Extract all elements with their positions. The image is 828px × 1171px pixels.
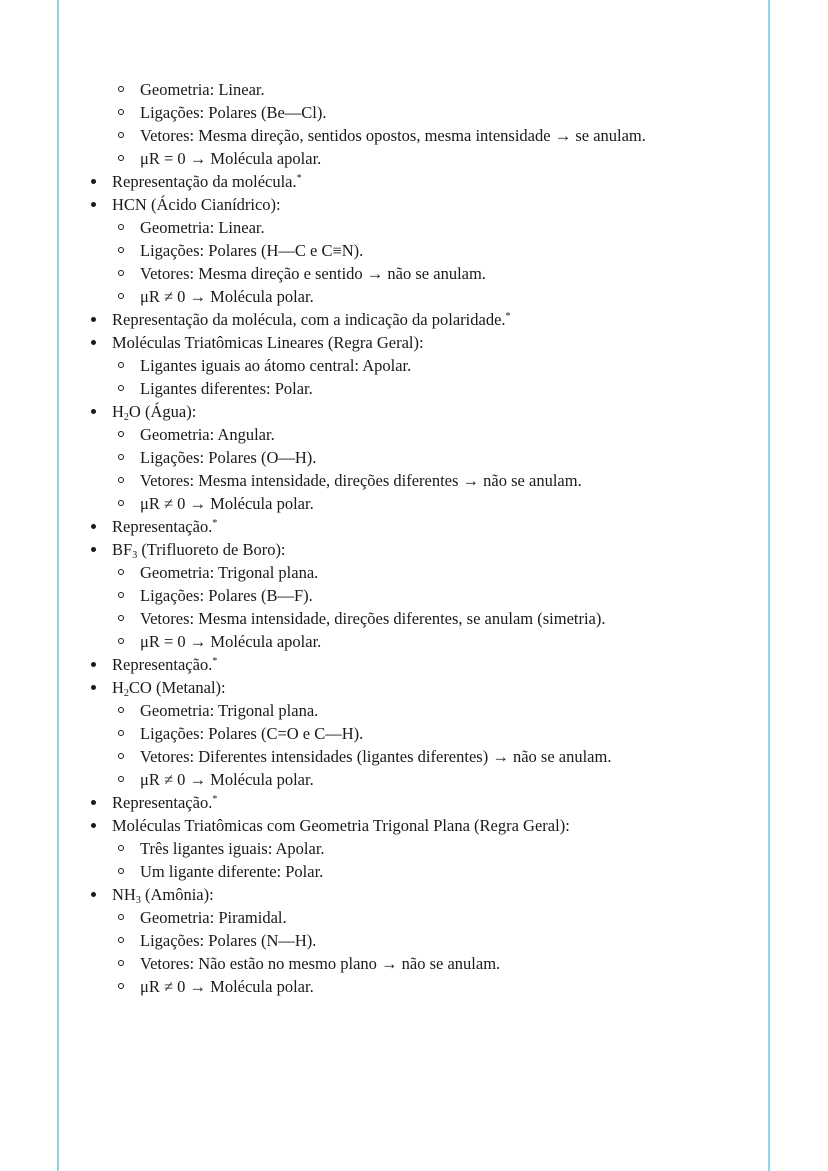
list-item [0,883,828,906]
sub-list-item [0,101,828,124]
bullet-circle-icon [118,155,124,161]
item-text: Ligantes iguais ao átomo central: Apolar. [140,356,412,375]
item-text: Vetores: Mesma direção e sentido → não se anulam. [140,264,486,283]
formula-subscript: 2 [123,688,129,699]
item-text: Geometria: Linear. [140,80,265,99]
bullet-circle-icon [118,638,124,644]
sub-list-item [0,561,828,584]
bullet-circle-icon [118,362,124,368]
item-text: Ligações: Polares (N—H). [140,931,317,950]
sub-list-item [0,78,828,101]
item-text: μR = 0 → Molécula apolar. [140,632,322,651]
sub-list-item [0,377,828,400]
item-text: Geometria: Piramidal. [140,908,287,927]
sub-list-item [0,952,828,975]
item-text: Geometria: Angular. [140,425,275,444]
item-text: Geometria: Trigonal plana. [140,701,319,720]
sub-list-item [0,124,828,147]
sub-list-item [0,745,828,768]
item-text: Três ligantes iguais: Apolar. [140,839,325,858]
item-text: Geometria: Trigonal plana. [140,563,319,582]
list-item [0,538,828,561]
bullet-circle-icon [118,569,124,575]
bullet-circle-icon [118,776,124,782]
sub-list-item [0,837,828,860]
bullet-disc-icon [91,823,96,828]
item-text: Ligantes diferentes: Polar. [140,379,313,398]
bullet-circle-icon [118,914,124,920]
bullet-circle-icon [118,937,124,943]
list-item [0,400,828,423]
sub-list-item [0,354,828,377]
item-text: Vetores: Mesma direção, sentidos opostos, mesma intensidade → se anulam. [140,126,646,145]
footnote-marker: * [212,794,218,805]
item-text: μR = 0 → Molécula apolar. [140,149,322,168]
item-text: Representação. [112,517,213,536]
item-text: μR ≠ 0 → Molécula polar. [140,494,314,513]
item-text: μR ≠ 0 → Molécula polar. [140,977,314,996]
formula-prefix: H [112,678,124,697]
item-text: Ligações: Polares (B—F). [140,586,313,605]
sub-list-item [0,469,828,492]
sub-list-item [0,423,828,446]
item-text: Geometria: Linear. [140,218,265,237]
item-text: Ligações: Polares (C=O e C—H). [140,724,364,743]
sub-list-item [0,929,828,952]
item-text: Moléculas Triatômicas Lineares (Regra Geral): [112,333,424,352]
item-text: Representação da molécula, com a indicação da polaridade. [112,310,506,329]
list-item [0,791,828,814]
bullet-disc-icon [91,317,96,322]
item-text: μR ≠ 0 → Molécula polar. [140,770,314,789]
bullet-disc-icon [91,524,96,529]
sub-list-item [0,262,828,285]
bullet-list [0,78,828,998]
footnote-marker: * [296,173,302,184]
bullet-circle-icon [118,845,124,851]
sub-list-item [0,446,828,469]
sub-list-item [0,975,828,998]
list-item [0,308,828,331]
formula-subscript: 2 [123,412,129,423]
formula-subscript: 3 [135,895,141,906]
bullet-circle-icon [118,431,124,437]
item-text: Vetores: Não estão no mesmo plano → não se anulam. [140,954,501,973]
bullet-circle-icon [118,247,124,253]
bullet-disc-icon [91,340,96,345]
bullet-circle-icon [118,960,124,966]
sub-list-item [0,630,828,653]
bullet-circle-icon [118,454,124,460]
sub-list-item [0,699,828,722]
bullet-circle-icon [118,224,124,230]
sub-list-item [0,216,828,239]
footnote-marker: * [212,518,218,529]
formula-prefix: H [112,402,124,421]
item-text: Representação. [112,655,213,674]
sub-list-item [0,239,828,262]
sub-list-item [0,768,828,791]
footnote-marker: * [505,311,511,322]
sub-list-item [0,860,828,883]
sub-list-item [0,584,828,607]
list-item [0,193,828,216]
item-text: Ligações: Polares (H—C e C≡N). [140,241,364,260]
sub-list-item [0,722,828,745]
bullet-circle-icon [118,293,124,299]
item-text: Vetores: Mesma intensidade, direções diferentes → não se anulam. [140,471,582,490]
item-text: Representação da molécula. [112,172,297,191]
bullet-circle-icon [118,385,124,391]
sub-list-item [0,147,828,170]
bullet-circle-icon [118,500,124,506]
item-text: HCN (Ácido Cianídrico): [112,195,281,214]
bullet-disc-icon [91,409,96,414]
item-text: μR ≠ 0 → Molécula polar. [140,287,314,306]
item-text: Representação. [112,793,213,812]
formula-prefix: NH [112,885,136,904]
bullet-disc-icon [91,662,96,667]
sub-list-item [0,607,828,630]
item-text: Vetores: Diferentes intensidades (ligantes diferentes) → não se anulam. [140,747,612,766]
item-text: Um ligante diferente: Polar. [140,862,324,881]
bullet-circle-icon [118,707,124,713]
formula-suffix: O (Água): [128,402,197,421]
bullet-disc-icon [91,892,96,897]
item-text: Vetores: Mesma intensidade, direções diferentes, se anulam (simetria). [140,609,606,628]
item-text: Moléculas Triatômicas com Geometria Trigonal Plana (Regra Geral): [112,816,570,835]
bullet-circle-icon [118,270,124,276]
formula-prefix: BF [112,540,133,559]
bullet-circle-icon [118,615,124,621]
list-item [0,331,828,354]
bullet-circle-icon [118,86,124,92]
bullet-disc-icon [91,202,96,207]
bullet-circle-icon [118,753,124,759]
list-item [0,814,828,837]
bullet-circle-icon [118,868,124,874]
bullet-disc-icon [91,685,96,690]
bullet-circle-icon [118,983,124,989]
bullet-circle-icon [118,477,124,483]
formula-suffix: (Amônia): [140,885,214,904]
list-item [0,676,828,699]
list-item [0,653,828,676]
list-item [0,170,828,193]
item-text: Ligações: Polares (O—H). [140,448,317,467]
footnote-marker: * [212,656,218,667]
formula-suffix: (Trifluoreto de Boro): [137,540,286,559]
sub-list-item [0,492,828,515]
bullet-circle-icon [118,132,124,138]
bullet-disc-icon [91,800,96,805]
sub-list-item [0,285,828,308]
formula-suffix: CO (Metanal): [128,678,226,697]
bullet-circle-icon [118,730,124,736]
bullet-disc-icon [91,179,96,184]
sub-list-item [0,906,828,929]
document-body [0,78,828,998]
bullet-disc-icon [91,547,96,552]
bullet-circle-icon [118,592,124,598]
list-item [0,515,828,538]
bullet-circle-icon [118,109,124,115]
formula-subscript: 3 [132,550,138,561]
item-text: Ligações: Polares (Be—Cl). [140,103,327,122]
